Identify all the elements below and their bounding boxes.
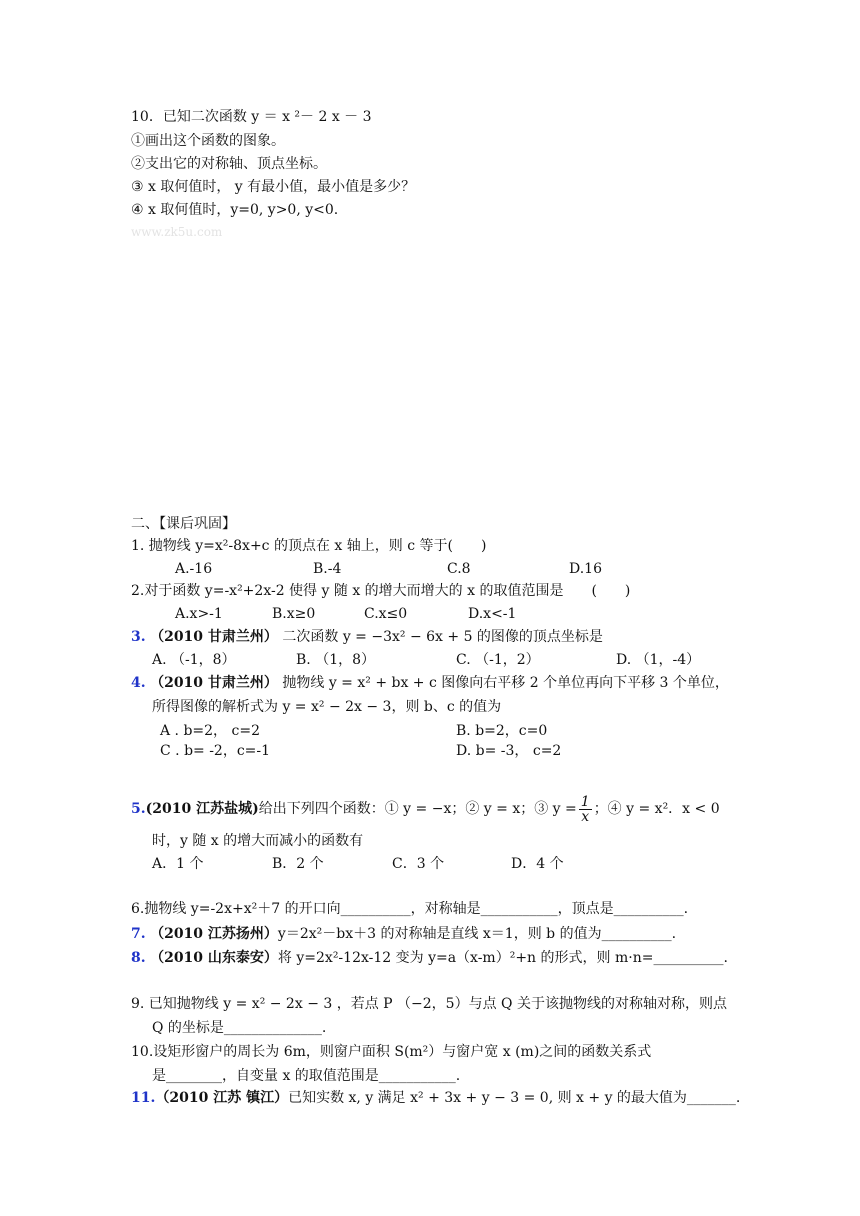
q3-option-b: B. （1，8） (296, 652, 376, 668)
q5-fraction-denominator: x (581, 808, 590, 825)
q3-option-c: C. （-1，2） (456, 652, 540, 668)
q3-option-a: A. （-1，8） (152, 652, 236, 668)
q2-option-a: A.x>-1 (175, 606, 223, 622)
q4-stem-2: 所得图像的解析式为 y = x² − 2x − 3，则 b、c 的值为 (152, 699, 502, 715)
q10-line-2: 是________，自变量 x 的取值范围是___________. (152, 1068, 461, 1084)
question-10-item-3: ③ x 取何值时， y 有最小值，最小值是多少？ (131, 179, 416, 195)
question-10-item-1: ①画出这个函数的图象。 (131, 133, 285, 149)
watermark: www.zk5u.com (131, 225, 223, 239)
q4-option-a: A . b=2， c=2 (160, 723, 260, 739)
q7-number: 7. (131, 926, 146, 942)
q11-source: （2010 江苏 镇江） (155, 1090, 289, 1106)
q5-fraction-numerator: 1 (580, 793, 590, 810)
q11-line (131, 1089, 740, 1107)
q5-line (131, 792, 720, 826)
q3-line (131, 628, 603, 646)
q4-line (131, 674, 729, 692)
q1-option-c: C.8 (447, 561, 471, 577)
q1-option-d: D.16 (569, 561, 602, 577)
q5-number: 5. (131, 801, 146, 817)
q4-option-d: D. b= -3， c=2 (456, 743, 562, 759)
q8-line (131, 949, 728, 967)
q2-option-d: D.x<-1 (468, 606, 517, 622)
q5-option-c: C．3 个 (392, 856, 445, 872)
question-10-item-2: ②支出它的对称轴、顶点坐标。 (131, 156, 327, 172)
q4-option-b: B. b=2，c=0 (456, 723, 548, 739)
q4-option-c: C . b= -2，c=-1 (160, 743, 271, 759)
question-10-title: 10．已知二次函数 y ＝ x ²－ 2 x － 3 (131, 109, 372, 125)
q3-stem: 二次函数 y = −3x² − 6x + 5 的图像的顶点坐标是 (282, 629, 603, 645)
q2-stem: 2.对于函数 y=-x²+2x-2 使得 y 随 x 的增大而增大的 x 的取值范围是 ( ) (131, 583, 631, 599)
q5-stem-2: 时，y 随 x 的增大而减小的函数有 (152, 833, 364, 849)
section-title: 二、【课后巩固】 (131, 516, 236, 532)
q3-number: 3. (131, 629, 146, 645)
q5-option-b: B．2 个 (272, 856, 324, 872)
q11-stem: 已知实数 x, y 满足 x² + 3x + y − 3 = 0, 则 x + y 的最大值为_______. (288, 1090, 741, 1106)
q5-source: (2010 江苏盐城) (145, 801, 259, 817)
q9-line-2: Q 的坐标是______________. (152, 1020, 327, 1036)
q5-stem-b: ；④ y = x²．x < 0 (593, 801, 720, 817)
q2-option-c: C.x≤0 (364, 606, 408, 622)
q11-number: 11. (131, 1090, 156, 1106)
question-10-item-4: ④ x 取何值时，y=0, y>0, y<0. (131, 202, 339, 218)
q5-stem-a: 给出下列四个函数：① y = −x；② y = x；③ y = (258, 801, 577, 817)
q10-line-1: 10.设矩形窗户的周长为 6m，则窗户面积 S(m²）与窗户宽 x (m)之间的函数关系式 (131, 1044, 652, 1060)
q3-option-d: D. （1，-4） (616, 652, 701, 668)
q2-option-b: B.x≥0 (272, 606, 316, 622)
q7-stem: y＝2x²－bx＋3 的对称轴是直线 x＝1，则 b 的值为__________. (277, 926, 677, 942)
q1-option-a: A.-16 (175, 561, 213, 577)
q4-stem: 抛物线 y = x² + bx + c 图像向右平移 2 个单位再向下平移 3 个单位， (282, 675, 729, 691)
q9-line-1: 9. 已知抛物线 y = x² − 2x − 3 ，若点 P （−2，5）与点 Q 关于该抛物线的对称轴对称，则点 (131, 996, 727, 1012)
q5-option-d: D．4 个 (511, 856, 564, 872)
q1-option-b: B.-4 (313, 561, 342, 577)
q4-source: （2010 甘肃兰州） (150, 675, 278, 691)
q6-stem: 6.抛物线 y=-2x+x²＋7 的开口向__________，对称轴是___________，顶点是__________. (131, 901, 689, 917)
q8-number: 8. (131, 950, 146, 966)
q5-option-a: A．1 个 (152, 856, 204, 872)
q8-source: （2010 山东泰安） (150, 950, 278, 966)
q8-stem: 将 y=2x²-12x-12 变为 y=a（x-m）²+n 的形式，则 m·n=__________. (277, 950, 728, 966)
q7-source: （2010 江苏扬州） (150, 926, 278, 942)
q7-line (131, 925, 676, 943)
q4-number: 4. (131, 675, 146, 691)
q1-stem: 1. 抛物线 y=x²-8x+c 的顶点在 x 轴上，则 c 等于( ) (131, 538, 487, 554)
q5-fraction (579, 795, 592, 824)
q3-source: （2010 甘肃兰州） (150, 629, 278, 645)
